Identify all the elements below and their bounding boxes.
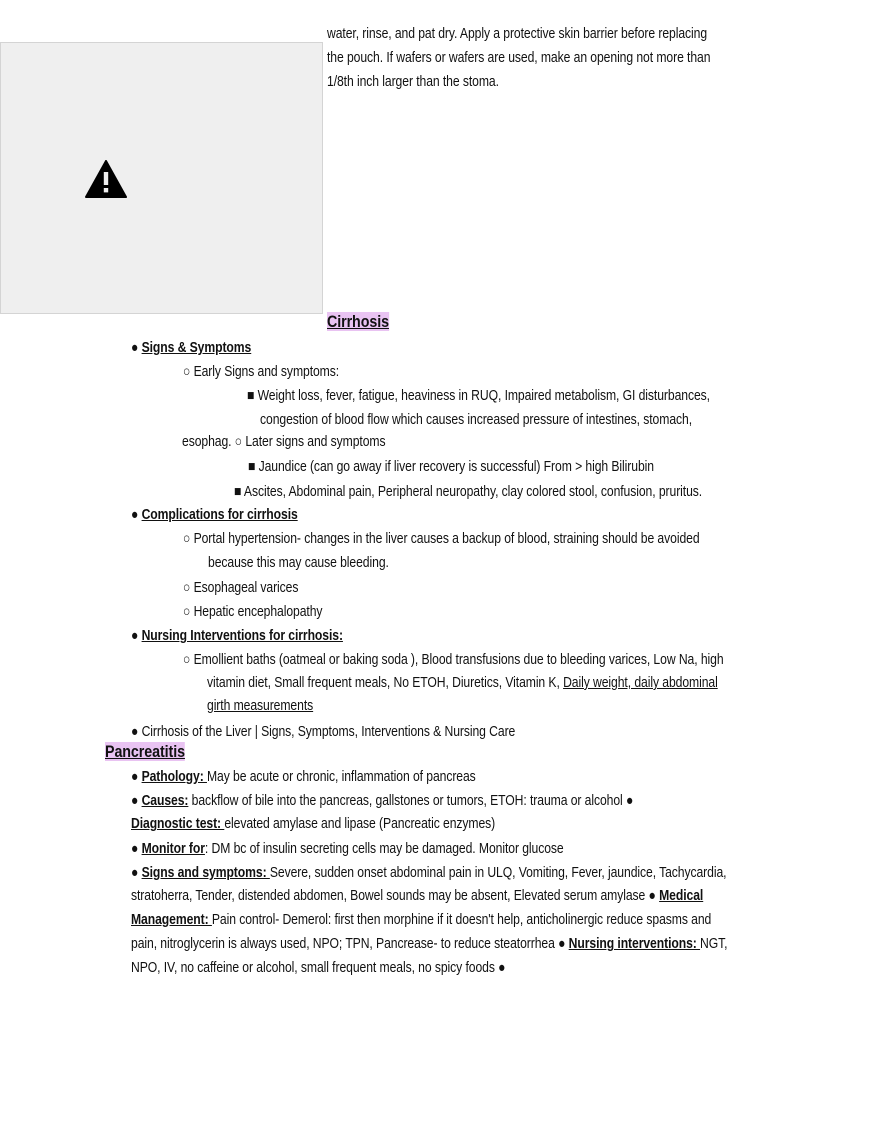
- early-line-1-text: Weight loss, fever, fatigue, heaviness in RUQ, Impaired metabolism, GI disturbances,: [257, 388, 710, 404]
- signs-heading-text: Signs & Symptoms: [141, 340, 252, 356]
- signs-label: Signs and symptoms:: [141, 865, 270, 881]
- medical-label-1: Medical: [659, 888, 704, 904]
- medical-label-2: Management:: [131, 912, 212, 928]
- intervention-line-2: [207, 674, 718, 692]
- cirrhosis-heading: [327, 313, 389, 332]
- intervention-line-1-text: Emollient baths (oatmeal or baking soda ), Blood transfusions due to bleeding varices, Low Na, high: [193, 652, 724, 668]
- signs-line-2-text: stratoherra, Tender, distended abdomen, Bowel sounds may be absent, Elevated serum amylase ●: [131, 888, 660, 904]
- later-signs-item-2: ■ Ascites, Abdominal pain, Peripheral neuropathy, clay colored stool, confusion, pruritus.: [234, 484, 703, 500]
- cirrhosis-reference-text: Cirrhosis of the Liver | Signs, Symptoms, Interventions & Nursing Care: [141, 724, 516, 740]
- intro-line-3: 1/8th inch larger than the stoma.: [327, 74, 499, 90]
- intro-line-1: water, rinse, and pat dry. Apply a protective skin barrier before replacing: [327, 26, 708, 42]
- later-item-2-text: Ascites, Abdominal pain, Peripheral neuropathy, clay colored stool, confusion, pruritus.: [243, 484, 703, 500]
- complications-heading-text: Complications for cirrhosis: [141, 507, 298, 523]
- causes-label: Causes:: [141, 793, 189, 809]
- signs-symptoms-heading: ● Signs & Symptoms: [131, 340, 252, 356]
- complication-item-2-text: Esophageal varices: [193, 580, 299, 596]
- early-signs-label: ○ Early Signs and symptoms:: [183, 364, 340, 380]
- early-label-text: Early Signs and symptoms:: [193, 364, 340, 380]
- intervention-line-1: ○ Emollient baths (oatmeal or baking soda ), Blood transfusions due to bleeding varices, Low Na, high: [183, 652, 724, 668]
- medical-text: Pain control- Demerol: first then morphine if it doesn't help, anticholinergic reduce spasms and: [211, 912, 712, 928]
- interventions-heading: ● Nursing Interventions for cirrhosis:: [131, 628, 343, 644]
- pathology-text: May be acute or chronic, inflammation of pancreas: [206, 769, 476, 785]
- pathology-label: Pathology:: [141, 769, 207, 785]
- monitor-label: Monitor for: [141, 841, 205, 857]
- nursing-label: Nursing interventions:: [568, 936, 701, 952]
- nursing-text: NGT,: [700, 936, 728, 952]
- diagnostic-text: elevated amylase and lipase (Pancreatic enzymes): [224, 816, 496, 832]
- early-signs-line-1: ■ Weight loss, fever, fatigue, heaviness in RUQ, Impaired metabolism, GI disturbances,: [247, 388, 710, 404]
- diagnostic-line: [131, 815, 495, 833]
- warning-icon: [85, 160, 127, 198]
- last-line: NPO, IV, no caffeine or alcohol, small frequent meals, no spicy foods ●: [131, 960, 506, 976]
- complication-item-3-text: Hepatic encephalopathy: [193, 604, 323, 620]
- pathology-line: ● Pathology: May be acute or chronic, inflammation of pancreas: [131, 769, 476, 785]
- intervention-line-2-plain: vitamin diet, Small frequent meals, No ETOH, Diuretics, Vitamin K,: [207, 675, 564, 691]
- pancreatitis-heading: [105, 743, 185, 762]
- complications-heading: ● Complications for cirrhosis: [131, 507, 298, 523]
- pancreatitis-heading-text: Pancreatitis: [105, 742, 185, 761]
- intervention-line-2-underlined: Daily weight, daily abdominal: [563, 675, 718, 691]
- pain-line: [131, 935, 727, 953]
- complication-item-1-cont: because this may cause bleeding.: [208, 555, 389, 571]
- later-signs-item-1: ■ Jaundice (can go away if liver recovery is successful) From > high Bilirubin: [248, 459, 654, 475]
- monitor-line: ● Monitor for: DM bc of insulin secreting cells may be damaged. Monitor glucose: [131, 841, 564, 857]
- causes-text: backflow of bile into the pancreas, gallstones or tumors, ETOH: trauma or alcohol ●: [188, 793, 634, 809]
- intervention-line-3: girth measurements: [207, 698, 314, 714]
- early-signs-line-2: congestion of blood flow which causes increased pressure of intestines, stomach,: [260, 412, 693, 428]
- monitor-text: : DM bc of insulin secreting cells may be damaged. Monitor glucose: [204, 841, 564, 857]
- complication-item-1: ○ Portal hypertension- changes in the liver causes a backup of blood, straining should be avoided: [183, 531, 700, 547]
- medical-line: [131, 911, 711, 929]
- later-item-1-text: Jaundice (can go away if liver recovery is successful) From > high Bilirubin: [258, 459, 654, 475]
- cirrhosis-heading-text: Cirrhosis: [327, 312, 389, 331]
- complication-item-3: ○ Hepatic encephalopathy: [183, 604, 323, 620]
- pain-line-text: pain, nitroglycerin is always used, NPO; TPN, Pancrease- to reduce steatorrhea ●: [131, 936, 569, 952]
- signs-line-1: ● Signs and symptoms: Severe, sudden onset abdominal pain in ULQ, Vomiting, Fever, jaundice, Tachycardia,: [131, 865, 727, 881]
- intro-line-2: the pouch. If wafers or wafers are used, make an opening not more than: [327, 50, 711, 66]
- broken-image-placeholder: [0, 42, 323, 314]
- causes-line: ● Causes: backflow of bile into the pancreas, gallstones or tumors, ETOH: trauma or alcohol ●: [131, 793, 634, 809]
- early-signs-line-3: esophag. ○ Later signs and symptoms: [182, 434, 386, 450]
- signs-text: Severe, sudden onset abdominal pain in ULQ, Vomiting, Fever, jaundice, Tachycardia,: [269, 865, 727, 881]
- cirrhosis-reference: ● Cirrhosis of the Liver | Signs, Symptoms, Interventions & Nursing Care: [131, 724, 516, 740]
- complication-item-2: ○ Esophageal varices: [183, 580, 299, 596]
- signs-line-2: [131, 887, 703, 905]
- interventions-heading-text: Nursing Interventions for cirrhosis:: [141, 628, 343, 644]
- complication-item-1-text: Portal hypertension- changes in the liver causes a backup of blood, straining should be avoided: [193, 531, 700, 547]
- diagnostic-label: Diagnostic test:: [131, 816, 225, 832]
